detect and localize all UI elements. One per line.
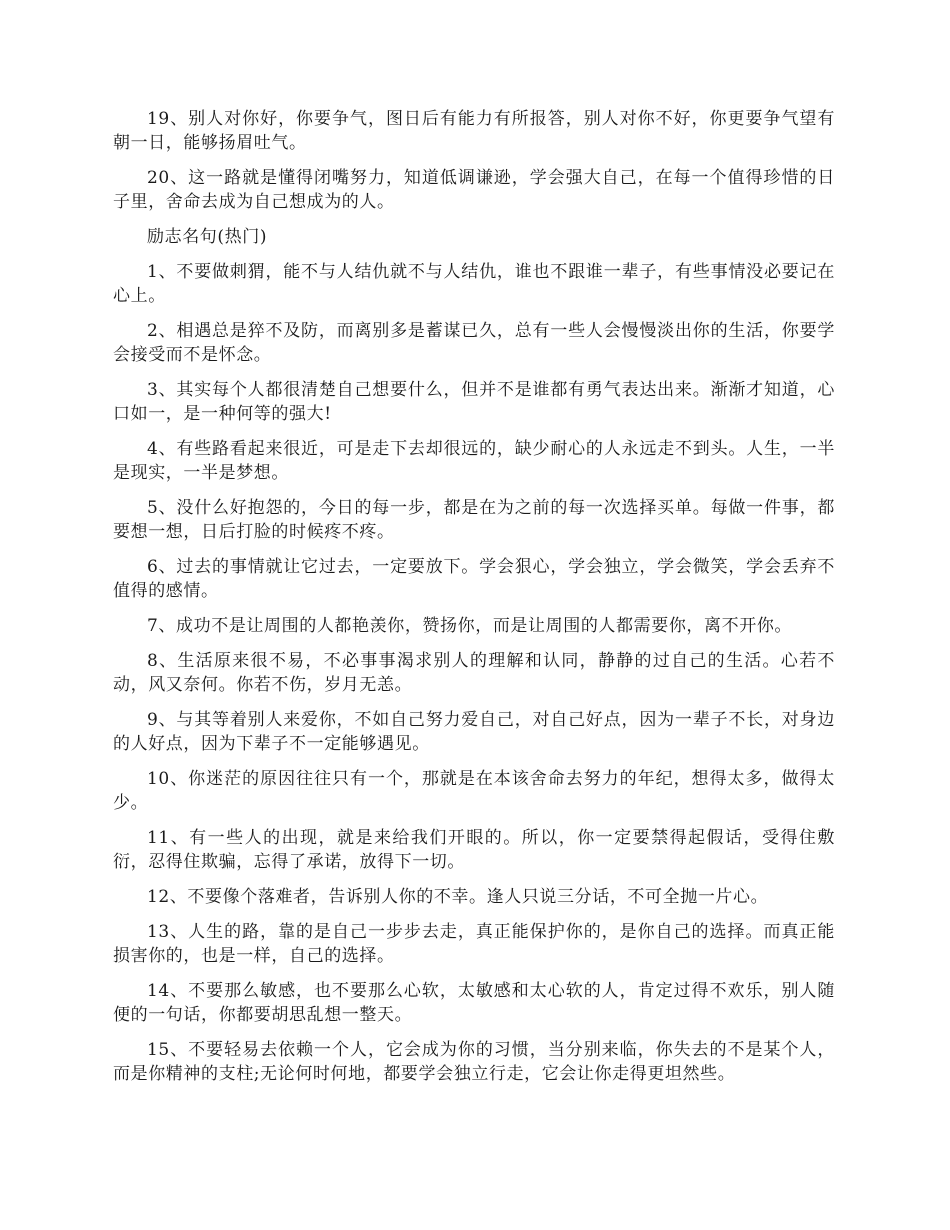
document-body bbox=[113, 107, 835, 1097]
paragraph: 8、生活原来很不易，不必事事渴求别人的理解和认同，静静的过自己的生活。心若不动，风又奈何。你若不伤，岁月无恙。 bbox=[113, 651, 835, 695]
paragraph: 7、成功不是让周围的人都艳羡你，赞扬你，而是让周围的人都需要你，离不开你。 bbox=[147, 616, 793, 636]
paragraph: 5、没什么好抱怨的，今日的每一步，都是在为之前的每一次选择买单。每做一件事，都要想一想，日后打脸的时候疼不疼。 bbox=[113, 498, 835, 542]
paragraph: 11、有一些人的出现，就是来给我们开眼的。所以，你一定要禁得起假话，受得住敷衍，忍得住欺骗，忘得了承诺，放得下一切。 bbox=[113, 828, 835, 872]
paragraph: 9、与其等着别人来爱你，不如自己努力爱自己，对自己好点，因为一辈子不长，对身边的人好点，因为下辈子不一定能够遇见。 bbox=[113, 710, 835, 754]
paragraph: 13、人生的路，靠的是自己一步步去走，真正能保护你的，是你自己的选择。而真正能损害你的，也是一样，自己的选择。 bbox=[113, 922, 835, 966]
section-heading: 励志名句(热门) bbox=[147, 227, 268, 247]
paragraph: 10、你迷茫的原因往往只有一个，那就是在本该舍命去努力的年纪，想得太多，做得太少。 bbox=[113, 769, 835, 813]
paragraph: 6、过去的事情就让它过去，一定要放下。学会狠心，学会独立，学会微笑，学会丢弃不值得的感情。 bbox=[113, 557, 835, 601]
paragraph: 3、其实每个人都很清楚自己想要什么，但并不是谁都有勇气表达出来。渐渐才知道，心口如一，是一种何等的强大! bbox=[113, 380, 835, 424]
paragraph: 2、相遇总是猝不及防，而离别多是蓄谋已久，总有一些人会慢慢淡出你的生活，你要学会接受而不是怀念。 bbox=[113, 321, 835, 365]
paragraph: 1、不要做刺猬，能不与人结仇就不与人结仇，谁也不跟谁一辈子，有些事情没必要记在心上。 bbox=[113, 262, 835, 306]
paragraph: 20、这一路就是懂得闭嘴努力，知道低调谦逊，学会强大自己，在每一个值得珍惜的日子里，舍命去成为自己想成为的人。 bbox=[113, 168, 835, 212]
paragraph: 4、有些路看起来很近，可是走下去却很远的，缺少耐心的人永远走不到头。人生，一半是现实，一半是梦想。 bbox=[113, 439, 835, 483]
paragraph: 15、不要轻易去依赖一个人，它会成为你的习惯，当分别来临，你失去的不是某个人，而是你精神的支柱;无论何时何地，都要学会独立行走，它会让你走得更坦然些。 bbox=[113, 1040, 835, 1084]
paragraph: 19、别人对你好，你要争气，图日后有能力有所报答，别人对你不好，你更要争气望有朝一日，能够扬眉吐气。 bbox=[113, 109, 835, 153]
paragraph: 12、不要像个落难者，告诉别人你的不幸。逢人只说三分话，不可全抛一片心。 bbox=[147, 887, 769, 907]
paragraph: 14、不要那么敏感，也不要那么心软，太敏感和太心软的人，肯定过得不欢乐，别人随便的一句话，你都要胡思乱想一整天。 bbox=[113, 981, 835, 1025]
